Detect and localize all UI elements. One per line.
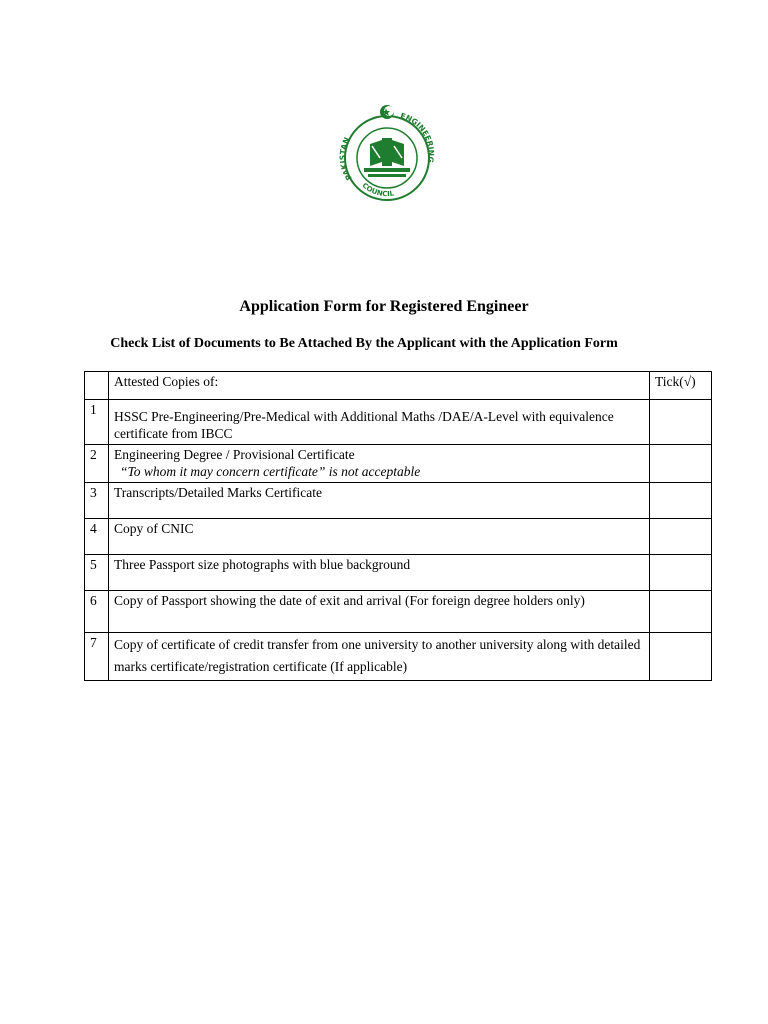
table-header-row [85,372,712,400]
table-row [85,555,712,591]
header-description-cell: Attested Copies of: [109,372,650,400]
tick-box[interactable] [650,591,712,633]
header-tick-cell: Tick(√) [650,372,712,400]
table-row [85,519,712,555]
table-row [85,591,712,633]
row-number: 4 [85,519,109,555]
documents-checklist-table [84,371,712,681]
checklist-subtitle: Check List of Documents to Be Attached By the Applicant with the Application Form [110,336,618,351]
pec-seal-icon [322,100,452,210]
row-description: Copy of CNIC [109,519,650,555]
tick-box[interactable] [650,400,712,445]
header-number-cell [85,372,109,400]
table-row [85,400,712,445]
seal-text-bottom: COUNCIL [360,181,395,199]
tick-box[interactable] [650,555,712,591]
svg-text:PAKISTAN [338,136,354,182]
tick-box[interactable] [650,445,712,483]
svg-text:COUNCIL [361,181,396,198]
tick-box[interactable] [650,483,712,519]
row-description: Copy of Passport showing the date of exit and arrival (For foreign degree holders only) [109,591,650,633]
row-number: 6 [85,591,109,633]
row-number: 2 [85,445,109,483]
row-description [109,400,650,445]
row-description [109,445,650,483]
row-number: 5 [85,555,109,591]
row-description-text: Engineering Degree / Provisional Certificate [114,447,355,462]
row-description-text: HSSC Pre-Engineering/Pre-Medical with Additional Maths /DAE/A-Level with equivalence certificate from IBCC [114,409,614,441]
tick-box[interactable] [650,633,712,681]
seal-text-left: PAKISTAN [338,135,354,182]
tick-box[interactable] [650,519,712,555]
form-title: Application Form for Registered Engineer [239,298,529,315]
row-description: Copy of certificate of credit transfer from one university to another university along with detailed marks certificate/registration certificate (If applicable) [109,633,650,681]
table-row [85,633,712,681]
row-number: 3 [85,483,109,519]
row-description: Three Passport size photographs with blue background [109,555,650,591]
row-number: 1 [85,400,109,445]
table-row [85,483,712,519]
table-row [85,445,712,483]
seal-text-right: ENGINEERING [399,111,436,164]
pec-logo [322,100,452,210]
row-number: 7 [85,633,109,681]
row-note: “To whom it may concern certificate” is not acceptable [120,464,421,479]
row-description: Transcripts/Detailed Marks Certificate [109,483,650,519]
